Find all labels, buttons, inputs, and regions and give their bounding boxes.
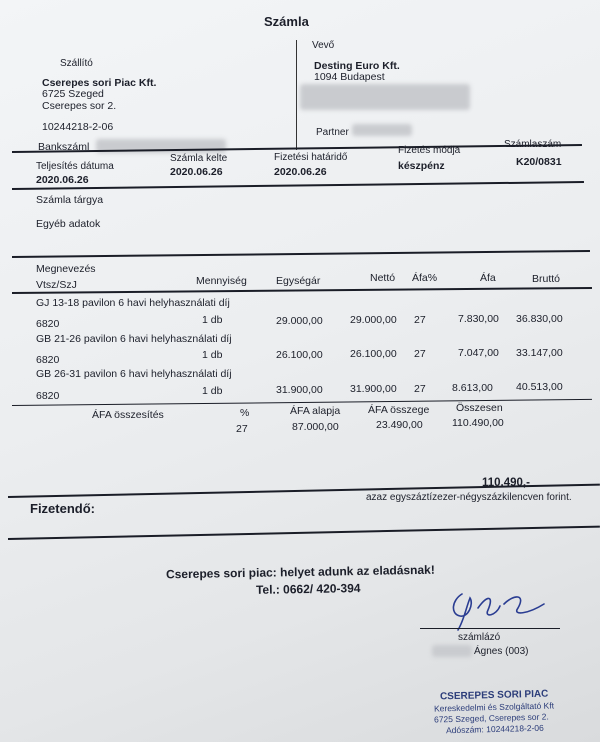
row1-unit-price: 29.000,00 xyxy=(276,315,323,327)
partner-label: Partner xyxy=(316,127,349,138)
invoice-number: K20/0831 xyxy=(516,156,562,168)
total-bottom-rule xyxy=(8,526,600,540)
row1-vat: 7.830,00 xyxy=(458,313,499,325)
buyer-city: 1094 Budapest xyxy=(314,71,385,83)
total-amount: 110.490,- xyxy=(482,477,530,489)
slogan: Cserepes sori piac: helyet adunk az eladásnak! xyxy=(165,562,435,582)
seller-tax-number: 10244218-2-06 xyxy=(42,121,114,133)
other-data-label: Egyéb adatok xyxy=(36,218,101,230)
completion-date-label: Teljesítés dátuma xyxy=(36,161,114,172)
stamp-activity: Kereskedelmi és Szolgáltató Kft xyxy=(433,700,555,714)
bank-account-label: Bankszáml xyxy=(38,141,90,153)
seller-city: 6725 Szeged xyxy=(42,88,104,100)
seller-street: Cserepes sor 2. xyxy=(42,100,117,112)
redacted-buyer-address xyxy=(300,84,470,110)
row3-gross: 40.513,00 xyxy=(516,381,563,393)
col-vat-rate: Áfa% xyxy=(412,272,438,284)
due-date-label: Fizetési határidő xyxy=(274,152,348,163)
row1-quantity: 1 db xyxy=(202,314,223,326)
seller-label: Szállító xyxy=(60,58,93,69)
row2-vat: 7.047,00 xyxy=(458,347,499,359)
row1-net: 29.000,00 xyxy=(350,314,397,326)
row1-vat-rate: 27 xyxy=(414,314,426,326)
issuer-label: számlázó xyxy=(458,632,501,643)
vat-summary-base: 87.000,00 xyxy=(292,421,339,433)
row2-unit-price: 26.100,00 xyxy=(276,349,323,361)
row2-code: 6820 xyxy=(36,354,60,366)
subject-label: Számla tárgya xyxy=(36,194,104,206)
row3-quantity: 1 db xyxy=(202,385,223,397)
row3-net: 31.900,00 xyxy=(350,383,397,395)
row1-code: 6820 xyxy=(36,318,60,330)
total-label: Fizetendő: xyxy=(30,501,95,516)
invoice-title: Számla xyxy=(264,14,309,29)
phone: Tel.: 0662/ 420-394 xyxy=(255,581,361,597)
row2-description: GB 21-26 pavilon 6 havi helyhasználati díj xyxy=(36,333,232,345)
dates-rule xyxy=(12,181,584,190)
vat-summary-total-header: Összesen xyxy=(456,402,503,414)
signature-line xyxy=(420,628,560,629)
row3-code: 6820 xyxy=(36,390,60,402)
row2-quantity: 1 db xyxy=(202,349,223,361)
stamp-tax-number: Adószám: 10244218-2-06 xyxy=(445,722,544,736)
row2-net: 26.100,00 xyxy=(350,348,397,360)
vat-summary-amount-header: ÁFA összege xyxy=(368,404,430,416)
invoice-number-label: Számlaszám xyxy=(504,139,562,150)
buyer-name: Desting Euro Kft. xyxy=(314,60,400,72)
vat-summary-percent-header: % xyxy=(240,407,250,419)
row3-vat: 8.613,00 xyxy=(452,382,493,394)
col-unit-price: Egységár xyxy=(276,275,321,287)
payment-method: készpénz xyxy=(398,160,445,172)
col-vat: Áfa xyxy=(480,272,496,284)
col-gross: Bruttó xyxy=(532,273,561,285)
vat-summary-percent: 27 xyxy=(236,423,248,435)
issue-date-label: Számla kelte xyxy=(170,153,228,164)
payment-method-label: Fizetés módja xyxy=(398,145,461,156)
col-quantity: Mennyiség xyxy=(196,275,247,287)
vat-summary-amount: 23.490,00 xyxy=(376,419,423,431)
buyer-label: Vevő xyxy=(312,40,335,51)
row3-description: GB 26-31 pavilon 6 havi helyhasználati díj xyxy=(36,368,232,380)
vat-summary-total: 110.490,00 xyxy=(452,417,504,429)
table-top-rule xyxy=(12,250,590,258)
seller-buyer-divider xyxy=(296,40,297,150)
vat-summary-label: ÁFA összesítés xyxy=(92,409,164,421)
table-header-rule xyxy=(12,287,592,294)
row3-unit-price: 31.900,00 xyxy=(276,384,323,396)
completion-date: 2020.06.26 xyxy=(36,174,89,186)
issue-date: 2020.06.26 xyxy=(170,166,223,178)
row1-gross: 36.830,00 xyxy=(516,313,563,325)
col-code: Vtsz/SzJ xyxy=(36,279,77,291)
redacted-issuer xyxy=(432,645,472,657)
row2-vat-rate: 27 xyxy=(414,348,426,360)
vat-summary-base-header: ÁFA alapja xyxy=(290,405,341,417)
col-net: Nettó xyxy=(370,272,396,284)
col-name: Megnevezés xyxy=(36,263,96,275)
total-in-words: azaz egyszáztízezer-négyszázkilencven forint. xyxy=(366,492,572,503)
due-date: 2020.06.26 xyxy=(274,166,327,178)
stamp-company: CSEREPES SORI PIAC xyxy=(439,688,549,703)
issuer-name: Ágnes (003) xyxy=(474,646,529,657)
stamp-address: 6725 Szeged, Cserepes sor 2. xyxy=(433,711,549,725)
row3-vat-rate: 27 xyxy=(414,383,426,395)
row1-description: GJ 13-18 pavilon 6 havi helyhasználati díj xyxy=(36,297,230,309)
row2-gross: 33.147,00 xyxy=(516,347,563,359)
seller-name: Cserepes sori Piac Kft. xyxy=(42,77,157,89)
redacted-partner xyxy=(352,124,412,136)
